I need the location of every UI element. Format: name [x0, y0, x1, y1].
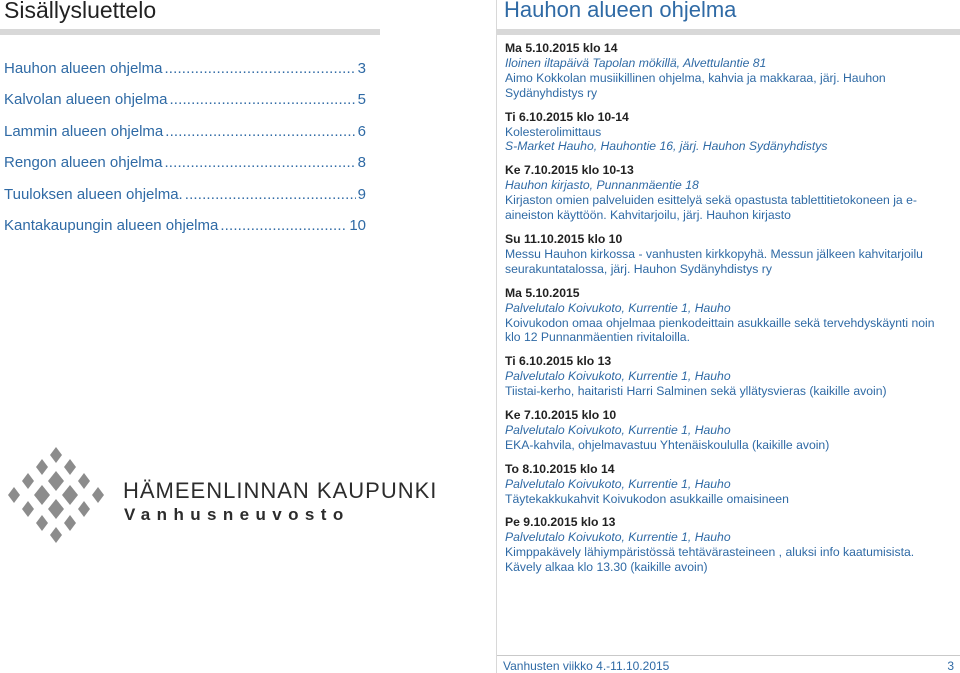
event-place: Palvelutalo Koivukoto, Kurrentie 1, Hauho: [505, 476, 731, 491]
toc-entry-hauho[interactable]: [4, 60, 366, 91]
event-place: Palvelutalo Koivukoto, Kurrentie 1, Hauho: [505, 369, 731, 384]
toc-entry-lammi[interactable]: [4, 123, 366, 154]
event-description: EKA-kahvila, ohjelmavastuu Yhtenäiskoululla (kaikille avoin): [505, 437, 830, 452]
event-description: Messu Hauhon kirkossa - vanhusten kirkkopyhä. Messun jälkeen kahvitarjoilu seurakuntatalossa, järj. Hauhon Sydänyhdistys ry: [505, 246, 923, 276]
toc-entry-label: Rengon alueen ohjelma: [4, 154, 163, 172]
event-item: [505, 41, 950, 101]
event-description: Kolesterolimittaus: [505, 124, 602, 139]
toc-entry-label: Kalvolan alueen ohjelma: [4, 91, 168, 109]
toc-entry-label: Kantakaupungin alueen ohjelma: [4, 216, 219, 234]
event-date: Pe 9.10.2015 klo 13: [505, 515, 616, 530]
event-place: Iloinen iltapäivä Tapolan mökillä, Alvettulantie 81: [505, 55, 767, 70]
toc-leader-dots: [165, 123, 355, 140]
event-description: Aimo Kokkolan musiikillinen ohjelma, kahvia ja makkaraa, järj. Hauhon Sydänyhdistys ry: [505, 70, 886, 100]
event-item: [505, 286, 950, 346]
event-description: Tiistai-kerho, haitaristi Harri Salminen sekä yllätysvieras (kaikille avoin): [505, 384, 887, 399]
toc-entry-page: 6: [357, 122, 366, 140]
program-header-bar: [497, 29, 960, 35]
footer-page-number: 3: [947, 659, 954, 673]
heraldic-diamond-logo-icon: [6, 445, 106, 545]
brand-subtitle: Vanhusneuvosto: [124, 505, 350, 524]
toc-entry-page: 10: [349, 216, 366, 234]
event-item: [505, 232, 950, 277]
event-date: Ma 5.10.2015 klo 14: [505, 41, 618, 55]
toc-entry-kalvola[interactable]: [4, 91, 366, 122]
event-place: Palvelutalo Koivukoto, Kurrentie 1, Hauho: [505, 300, 731, 315]
toc-entry-page: 9: [357, 185, 366, 203]
column-divider: [496, 0, 497, 673]
brand-name: HÄMEENLINNAN KAUPUNKI: [123, 478, 438, 503]
toc-leader-dots: [164, 154, 355, 171]
event-date: Ke 7.10.2015 klo 10: [505, 408, 617, 423]
event-item: [505, 110, 950, 155]
event-date: Su 11.10.2015 klo 10: [505, 231, 623, 246]
event-description: Täytekakkukahvit Koivukodon asukkaille omaisineen: [505, 491, 789, 506]
event-list: [505, 41, 950, 584]
event-place: Hauhon kirjasto, Punnanmäentie 18: [505, 178, 699, 193]
toc-header-bar: [0, 29, 380, 35]
event-place: Palvelutalo Koivukoto, Kurrentie 1, Hauho: [505, 422, 731, 437]
event-description: Koivukodon omaa ohjelmaa pienkodeittain asukkaille sekä tervehdyskäynti noin klo 12 Punnanmäentien rivitaloilla.: [505, 315, 935, 345]
toc-entry-page: 8: [357, 154, 366, 172]
event-item: [505, 408, 950, 453]
event-place: S-Market Hauho, Hauhontie 16, järj. Hauhon Sydänyhdistys: [505, 139, 828, 154]
event-date: Ma 5.10.2015: [505, 285, 580, 300]
event-item: [505, 354, 950, 399]
toc-entry-renko[interactable]: [4, 154, 366, 185]
event-date: Ke 7.10.2015 klo 10-13: [505, 163, 634, 178]
toc-leader-dots: [169, 91, 355, 108]
toc-title: Sisällysluettelo: [4, 0, 157, 23]
toc-entry-label: Hauhon alueen ohjelma: [4, 60, 163, 77]
toc-entry-kantakaupunki[interactable]: [4, 217, 366, 248]
toc-entry-tuulos[interactable]: [4, 186, 366, 217]
event-item: [505, 462, 950, 507]
event-date: Ti 6.10.2015 klo 10-14: [505, 109, 629, 124]
toc-column: [0, 0, 438, 673]
toc-entry-page: 3: [357, 60, 366, 77]
event-description: Kirjaston omien palveluiden esittelyä sekä opastusta tablettitietokoneen ja e-aineiston käyttöön. Kahvitarjoilu, järj. Hauhon kirjasto: [505, 193, 917, 223]
event-date: Ti 6.10.2015 klo 13: [505, 354, 612, 369]
event-place: Palvelutalo Koivukoto, Kurrentie 1, Hauho: [505, 530, 731, 545]
program-title: Hauhon alueen ohjelma: [504, 0, 737, 22]
toc-entry-page: 5: [357, 91, 366, 109]
toc-list: [4, 60, 366, 248]
event-item: [505, 515, 950, 575]
toc-leader-dots: [164, 60, 355, 77]
footer-text: Vanhusten viikko 4.-11.10.2015: [503, 659, 670, 673]
toc-entry-label: Tuuloksen alueen ohjelma.: [4, 185, 183, 203]
toc-leader-dots: [185, 186, 356, 203]
toc-entry-label: Lammin alueen ohjelma: [4, 122, 164, 140]
event-item: [505, 163, 950, 223]
footer-rule: [497, 655, 960, 656]
event-date: To 8.10.2015 klo 14: [505, 461, 615, 476]
event-description: Kimppakävely lähiympäristössä tehtävärasteineen , aluksi info kaatumisista. Kävely alkaa klo 13.30 (kaikille avoin): [505, 545, 915, 575]
toc-leader-dots: [220, 217, 347, 234]
